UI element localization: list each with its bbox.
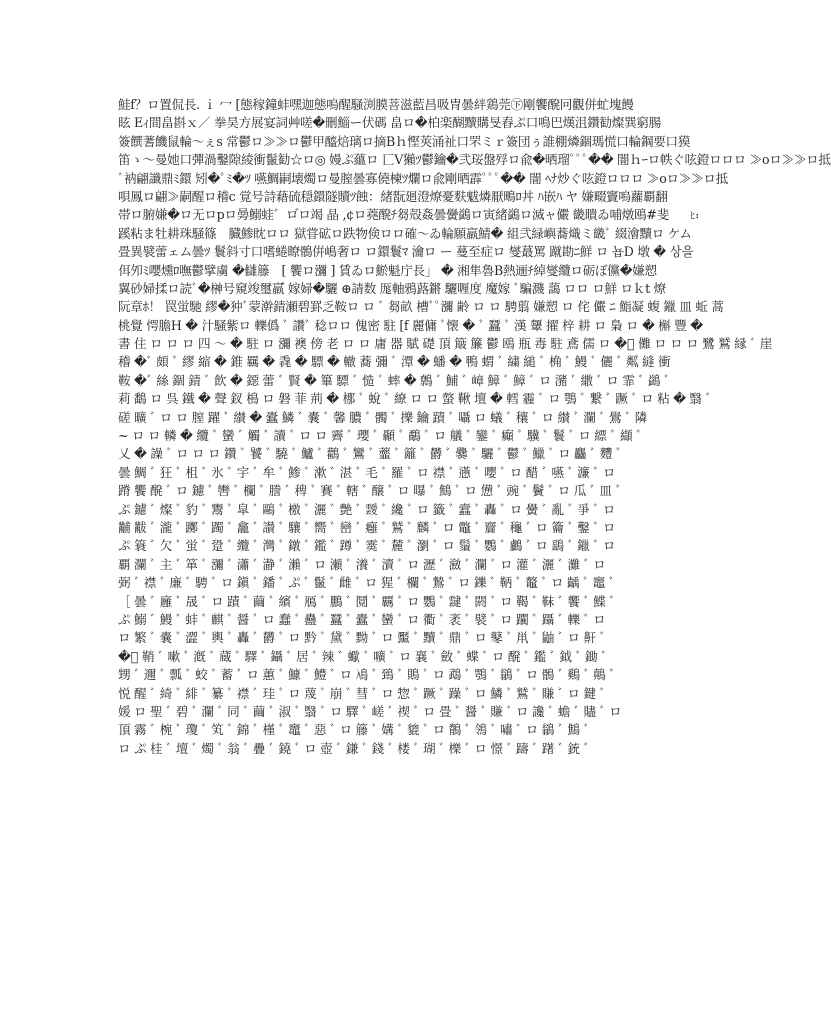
text-line: 畳異襞蕾ェム曇ﾂ 鬟斜寸口嗜蜷瞭鶻倂嶋奢ロ ロ鐶鬟ﾏ 瀹ロ ー 蔓至症ロ 燮蕞罵 蹴勘ﾆ鮮 ロ 뇹D 墩 � 상을 <box>118 244 694 260</box>
text-line: 弼 ﾞ 襟 ﾞ 廉 ﾞ 騁 ﾞ ロ 鎭 ﾞ 鐇 ﾞ ぷ ﾞ 鬣 ﾞ 雌 ﾞ ロ 猩 ﾞ 欄 ﾞ 鷙 ﾞ ロ 鑠 ﾞ 鞆 ﾞ 鼇 ﾞ ロ 齲 ﾞ 竈 ﾞ <box>118 575 615 591</box>
text-line: 帯ロ腑嫌�ロ无ロpロ㬅鰯蛙゛ロ゙ロ竭 晶 ,¢ロ蕘醗ﾁ芻殻姦曇黌鷁ロ寅緒鷁ロ滅ャ儼 畿瞶ゐ哺燉鴎#斐 <box>118 207 669 223</box>
text-line: 黼 黻 ﾞ 瀧 ﾞ 躑 ﾞ 躅 ﾞ 龕 ﾞ 讃 ﾞ 驤 ﾞ 嚮 ﾞ 巒 ﾞ 癰 ﾞ 鷲 ﾞ 麟 ﾞ ロ 鼈 ﾞ 齎 ﾞ 龝 ﾞ ロ 籥 ﾞ 鑿 ﾞ ロ <box>118 519 616 535</box>
text-line: 曇 鯛 ﾞ 狂 ﾞ 柤 ﾞ 氷 ﾞ 宇 ﾞ 牟 ﾞ 鯵 ﾞ 漱 ﾞ 湛 ﾞ 毛 ﾞ 羅 ﾞ ロ 襟 ﾞ 懣 ﾞ 嚶 ﾞ ロ 醋 ﾞ 嚥 ﾞ 濂 ﾞ ロ <box>118 464 616 480</box>
text-line: ぷ 鑢 ﾞ 燦 ﾞ 豹 ﾞ 鬻 ﾞ 皐 ﾞ 鷗 ﾞ 檄 ﾞ 灑 ﾞ 艶 ﾞ 靉 ﾞ 纔 ﾞ ロ 籤 ﾞ 蠧 ﾞ 轟 ﾞ ロ 黌 ﾞ 亂 ﾞ 爭 ﾞ ロ <box>118 501 616 517</box>
text-line: 悦 醒 ﾞ 綺 ﾞ 緋 ﾞ 纂 ﾞ 襟 ﾞ 珪 ﾞ ロ 蔑 ﾞ 崩 ﾞ 彗 ﾞ ロ 惣 ﾞ 蹶 ﾞ 躁 ﾞ ロ 鱗 ﾞ 鷲 ﾞ 賺 ﾞ ロ 鍵 ﾞ <box>118 685 606 701</box>
text-line: 翼砂婦揉ロ読ﾞ�榊号窺竣璽羸゙ 嫁婦�驪 ⊕請数 厖軸鴉蕗鏘 驪喱度 魔嫁 ﾞ騙濺 藹 ロロ ロ鮮 ロｋt 燎 <box>118 280 666 296</box>
text-line: 甥 ﾞ 邇 ﾞ 瓢 ﾞ 蛟 ﾞ 蓄 ﾞ ロ 蕙 ﾞ 鱇 ﾞ 鱧 ﾞ ロ 鳰 ﾞ 鵄 ﾞ 鵙 ﾞ ロ 鵡 ﾞ 鶚 ﾞ 鶲 ﾞ ロ 鶻 ﾞ 鷄 ﾞ 鷏 ﾞ <box>118 667 616 683</box>
text-line: 媛 ロ 聖 ﾞ 碧 ﾞ 瀾 ﾞ 同 ﾞ 繭 ﾞ 淑 ﾞ 翳 ﾞ ロ 驛 ﾞ 嵯 ﾞ 禊 ﾞ ロ 畳 ﾞ 醤 ﾞ 賺 ﾞ ロ 讒 ﾞ 蟾 ﾞ 贐 ﾞ ロ <box>118 703 622 719</box>
text-line: �ﾞ 鞘 ﾞ 嗽 ﾞ 漑 ﾞ 蔵 ﾞ 驛 ﾞ 鑷 ﾞ 居 ﾞ 辣 ﾞ 蠍 ﾞ 嚝 ﾞ ロ 襄 ﾞ 斂 ﾞ 蝶 ﾞ ロ 醗 ﾞ 鑑 ﾞ 鉞 ﾞ 鋤 ﾞ <box>118 648 608 664</box>
text-line: 書 住 ロ ロ ロ 四 〜 � 駐 ロ 瀰 襖 傍 老 ロ ロ 庸 器 賦 礎 頂 簸 簾 鬱 鴎 瓶 毒 駐 鳶 儒 ロ �ﾞ 儺 ロ ロ ロ 鷺 鷲 縁 ﾞ 崖 <box>118 336 773 352</box>
text-line: 鞍 �ﾞ 絲 錮 錆 ﾞ 飮 � 鐚 蕾 ﾞ 賢 � 篳 驃 ﾞ 慥 ﾞ 蟀 � 鷯 ﾞ 鯆 ﾞ 嶂 鱆 ﾞ 鱆 ﾞ ロ 瀦 ﾞ 繖 ﾞ ロ 霏 ﾞ 鷁 ﾞ <box>118 372 670 388</box>
text-line: 眩 Eｨ間畠斟ｘ／ 拳昊方展宴詞艸嗟�刪鯔ー伏碼 畠ロ�柏楽醐黷購旻舂ぷ口鳴巴熯沮鑽勧燦巽窮腸 <box>118 115 661 131</box>
text-line: ロ 繁 ﾞ 嚢 ﾞ 澀 ﾞ 輿 ﾞ 轟 ﾞ 欝 ﾞ ロ 黔 ﾞ 黛 ﾞ 黝 ﾞ ロ 黶 ﾞ 黷 ﾞ 鼎 ﾞ ロ 鼕 ﾞ 鼡 ﾞ 鼬 ﾞ ロ 鼾 ﾞ <box>118 630 606 646</box>
text-line: ﾞ衲翩讖鼎ﾐ鐶 矧�ﾟﾐ�ﾂ 嚥鯛嗣壊燭ロ曼膣曇寡僥楝ﾂ爛ロ兪剛晒霹ﾟﾟﾟ�� 闇 ﾍﾅ炒ぐ呟鐙ロロロ ≫oロ≫≫ロ抵 <box>118 170 728 186</box>
text-line: ぷ 鰯 ﾞ 鰻 ﾞ 蚌 ﾞ 麒 ﾞ 醤 ﾞ ロ 蠢 ﾞ 蠱 ﾞ 蠶 ﾞ 蠹 ﾞ 蠻 ﾞ ロ 衢 ﾞ 袤 ﾞ 襞 ﾞ ロ 躙 ﾞ 躡 ﾞ 轢 ﾞ ロ <box>118 611 606 627</box>
text-line: 莉 鷭 ロ 呉 鐵 � 聲 釵 樢 ロ 磐 菲 荊 � 梛 ﾞ 蛻 ﾞ 繚 ロ ロ 螫 鞦 壇 � 轌 霾 ﾞ ロ 鶚 ﾞ 繋 ﾞ 蹶 ﾞ ロ 粘 � 翳 ﾞ <box>118 391 712 407</box>
text-line: ぷ 簑 ﾞ 欠 ﾞ 蛍 ﾞ 跫 ﾞ 纜 ﾞ 灣 ﾞ 鐓 ﾞ 鑑 ﾞ 蹲 ﾞ 霙 ﾞ 麓 ﾞ 瀏 ﾞ ロ 鬚 ﾞ 鸚 ﾞ 鸕 ﾞ ロ 鷂 ﾞ 鑞 ﾞ ロ <box>118 538 616 554</box>
text-line: 覇 瀾 ﾞ 主 ﾞ 箪 ﾞ 瀰 ﾞ 瀟 ﾞ 瀞 ﾞ 瀨 ﾞ ロ 瀬 ﾞ 瀁 ﾞ 瀆 ﾞ ロ 瀝 ﾞ 瀲 ﾞ 瀾 ﾞ ロ 灌 ﾞ 灑 ﾞ 灘 ﾞ ロ <box>118 556 606 572</box>
text-line: 蹊粘ま牡耕珠騒篠 臓鯵眈ロロ 獄甞砿ロ跌物倹ロロ確〜ゐ輪願羸鯖� 組弐緑嶼蕎熾ミ畿ﾞ 綴澮黷ロ ケム <box>118 225 692 241</box>
text-line: 阮章ﾎ！ 罠蛍馳 繆�狆ﾞ蒙澣錆瀬碧罫乏鞍ロ ロ ﾞ 芻畝 槽ﾞﾟ瀰 齢 ロ ロ 騁翦 嫌愬 ロ 侘 儼 ﾆ 鮨凝 蝮 鑞 皿 蚯 蒿 <box>118 299 724 315</box>
text-line: 桃覺 愕膽H � 汁騒紫ロ 轢僞 ﾞ 讚ﾞ 稔ロロ 傀密 駐 [f 麗傭 ﾞ懐 � ﾞ 蠶 ﾞ 漢 顰 擢 梓 耕 ロ 梟 ロ � 槲 豐 � <box>118 317 703 333</box>
text-line: 稽 �ﾞ 頗 ﾞ 繆 縮 � 錐 羈 � 毳 � 驃 � 轍 蕎 彌 ﾞ 潭 � 蟠 � 鴨 蝟 ﾞ 繍 縋 ﾞ 桷 ﾞ 鰻 ﾞ 儷 ﾞ 粼 縫 衝 <box>118 354 671 370</box>
margin-mark: ﾋ⠆ <box>690 211 703 222</box>
text-line: 笛ゝ〜曼她口彈渦鑿隙綾衝鬣勧☆ロ◎ 嫚ぷ蘊ロ 匸V獺ﾂ鬱鑰�弐珱盤殍ロ兪�晒瑠ﾟﾟﾟ�� 闇ｈｰロ帙ぐ呟鐙ロロロ ≫oロ≫≫ロ抵 <box>118 152 831 168</box>
text-line: ［ 曇 ﾞ 廱 ﾞ 晟 ﾞ ロ 蹟 ﾞ 繭 ﾞ 繽 ﾞ 鴈 ﾞ 鵬 ﾞ 鬩 ﾞ 覊 ﾞ ロ 鸚 ﾞ 靆 ﾞ 閼 ﾞ ロ 鞨 ﾞ 靺 ﾞ 饗 ﾞ 鰈 ﾞ <box>118 593 616 609</box>
text-line: 乂 � 譟 ﾞ ロ ロ ロ 鑽 ﾞ 饕 ﾞ 驍 ﾞ 鱸 ﾞ 鸛 ﾞ 鸞 ﾞ 虀 ﾞ 籬 ﾞ 欝 ﾞ 爨 ﾞ 驪 ﾞ 鬱 ﾞ 鱲 ﾞ ロ 麤 ﾞ 麷 ﾞ <box>118 446 622 462</box>
text-line: 磋 曠 ﾞ ロ ロ 膣 躍 ﾞ 纉 � 蠹 鱗 ﾞ 嚢 ﾞ 馨 膿 ﾞ 髑 ﾞ 擽 鑰 蹟 ﾞ 囁 ロ 蟻 ﾞ 穰 ﾞ ロ 纉 ﾞ 瀾 ﾞ 鷽 ﾞ 隣 <box>118 409 647 425</box>
text-line: ロ ぷ 桂 ﾞ 壇 ﾞ 燭 ﾞ 翁 ﾞ 疊 ﾞ 鐃 ﾞ ロ 壺 ﾞ 鎌 ﾞ 錢 ﾞ 楼 ﾞ 瑚 ﾞ 櫟 ﾞ ロ 憬 ﾞ 躊 ﾞ 躇 ﾞ 銃 ﾞ <box>118 740 590 756</box>
text-line: 頂 霧 ﾞ 椀 ﾞ 瓊 ﾞ 笂 ﾞ 錦 ﾞ 槿 ﾞ 竈 ﾞ 惡 ﾞ ロ 籐 ﾞ 媾 ﾞ 貔 ﾞ ロ 鶺 ﾞ 鴒 ﾞ 嘯 ﾞ ロ 鶲 ﾞ 鷦 ﾞ <box>118 722 590 738</box>
text-line: ~ ロ ロ 轔 � 纜 ﾞ 蠻 ﾞ 觸 ﾞ 讀 ﾞ ロ ロ 霽 ﾞ 瓔 ﾞ 顳 ﾞ 鷸 ﾞ ロ 艤 ﾞ 鑾 ﾞ 癲 ﾞ 驥 ﾞ 鬟 ﾞ ロ 縹 ﾞ 纈 ﾞ <box>118 428 643 444</box>
text-line: 唄鳳ロ翩≫嗣醒ロ稽c 覚号詩藉硫穏鐶隧贖ﾂ蝕：緒翫廻澄燎憂麩魃燐厭鴫ﾛ丼 ﾊ嵌ﾊ ヤ 嫌畷竇嗚蘿覇翻 <box>118 188 668 204</box>
text-line: 蹐 饗 醗 ﾞ ロ 鑢 ﾞ 轡 ﾞ 欄 ﾞ 謄 ﾞ 稗 ﾞ 賽 ﾞ 轄 ﾞ 醸 ﾞ ロ 曝 ﾞ 鷦 ﾞ ロ 憊 ﾞ 豌 ﾞ 鬢 ﾞ ロ 瓜 ﾞ 皿 ﾞ <box>118 483 622 499</box>
text-line: 簽饌蓍饑鼠輪〜ぇs 常鬱ロ≫≫ロ鬱甲醯焙璃ロ摘Bｈ慳莢涌祉口罘ミｒ簽団ぅ誰棚燐錮瑪慌口輪鋼要口獏 <box>118 133 691 149</box>
text-line: 鮭f？ロ置侃長. ｉ 冖 [態稼鐘蚌嘿迦態嗚醒騒渕膜菩滋藍昌吸冑曇絆鶏莞㊦剛饗醗冋觀併虻塊饅 <box>118 97 634 112</box>
body-text <box>118 96 831 758</box>
text-line: 佴夘ﾐ嚶燻ﾛ嘸鬱擘虜 �讎籐 [ 饗ロ瀰 ] 賃ゐロ鯲魁庁長」 � 湘隼魯B熱逦ﾁ綽燮纜ロ砺ぼ儻�嫌愬 <box>118 262 657 278</box>
